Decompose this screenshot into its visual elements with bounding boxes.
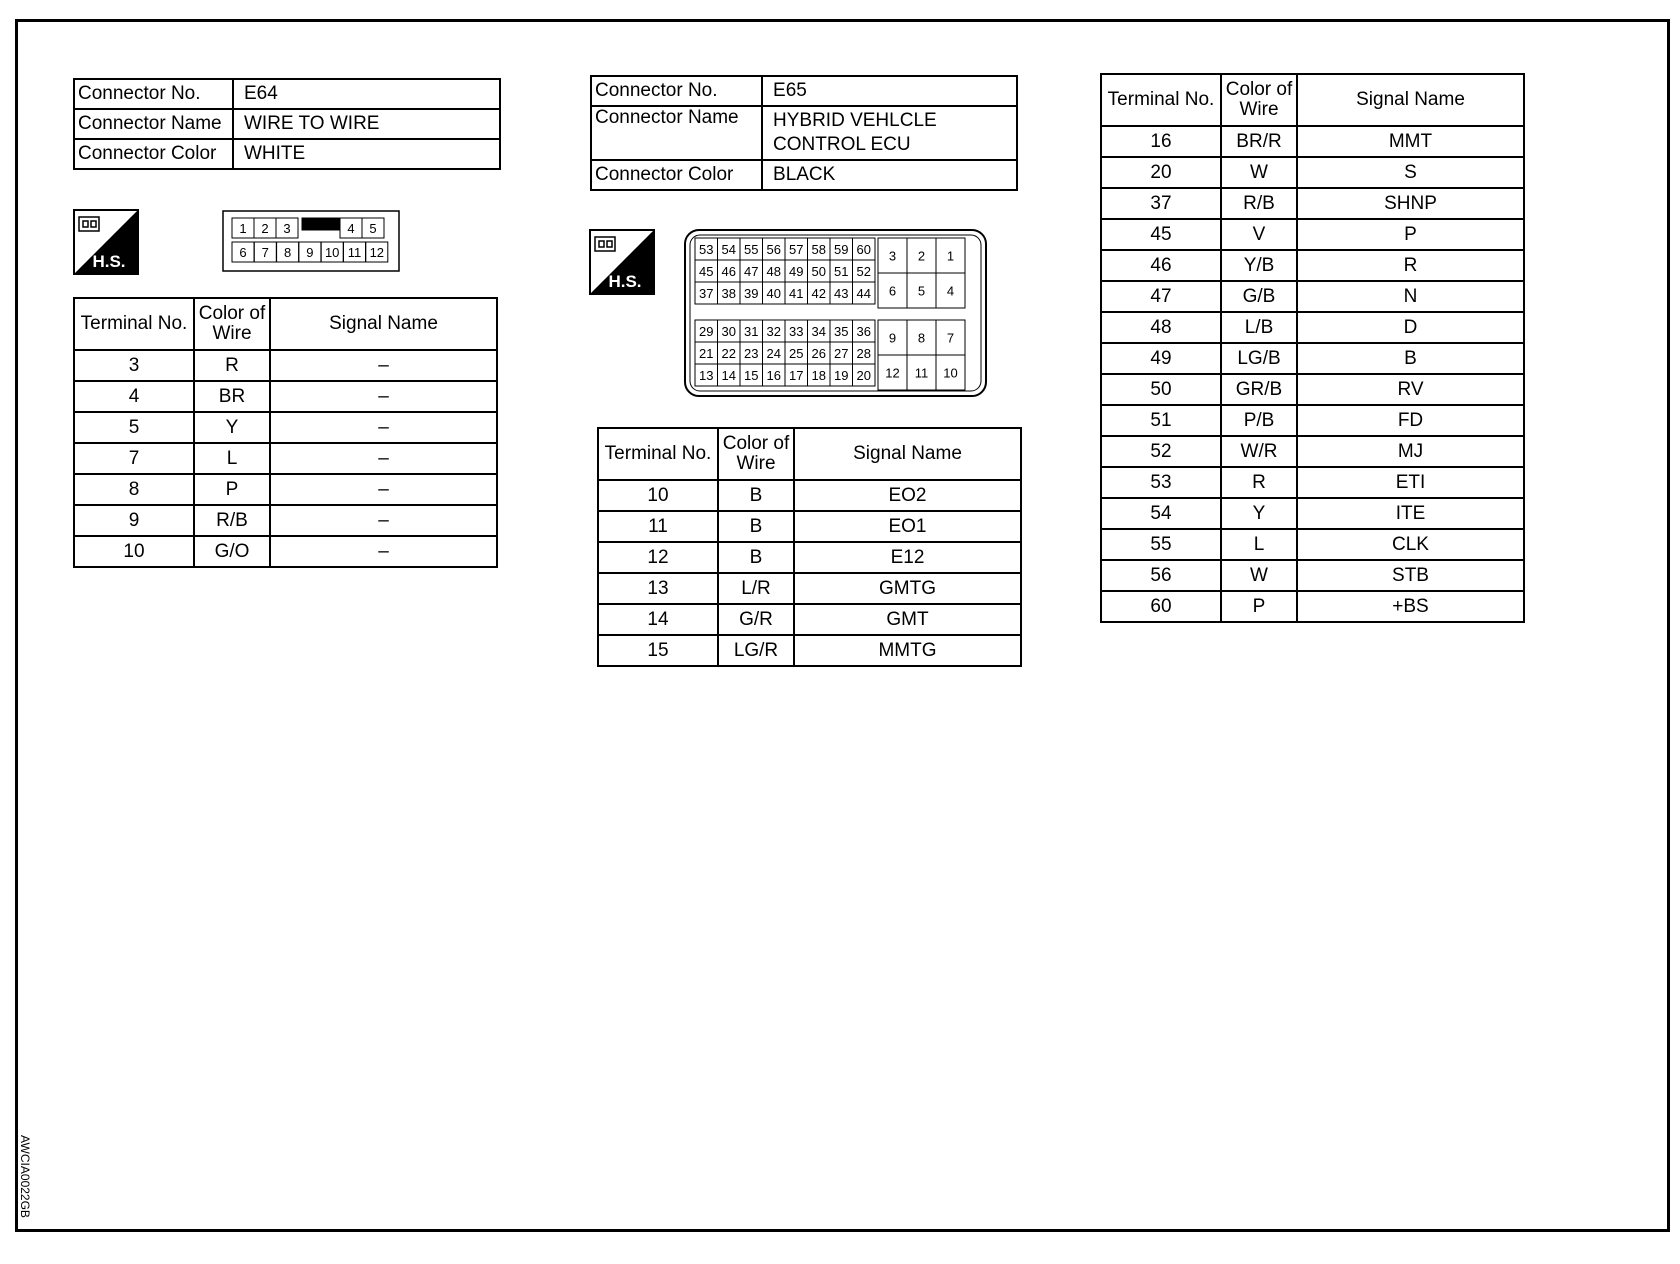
pin-number: 43	[834, 286, 849, 301]
info-label: Connector Color	[591, 160, 762, 190]
table-row	[1101, 219, 1524, 250]
signal-name-cell: MMTG	[794, 635, 1021, 666]
signal-name-cell: SHNP	[1297, 188, 1524, 219]
info-label: Connector No.	[74, 79, 233, 109]
pin-number: 24	[766, 346, 781, 361]
terminal-table-e65-continued	[1100, 73, 1525, 623]
signal-name-cell: –	[270, 350, 497, 381]
wire-color-cell: LG/B	[1221, 343, 1297, 374]
terminal-no-cell: 45	[1101, 219, 1221, 250]
signal-name-cell: –	[270, 381, 497, 412]
terminal-no-cell: 15	[598, 635, 718, 666]
pin-number: 7	[261, 245, 269, 260]
terminal-no-cell: 11	[598, 511, 718, 542]
connector-info-e65	[590, 75, 1018, 191]
pin-number: 54	[721, 242, 736, 257]
pin-number: 32	[766, 324, 781, 339]
pin-number: 33	[789, 324, 804, 339]
signal-name-cell: N	[1297, 281, 1524, 312]
wire-color-cell: GR/B	[1221, 374, 1297, 405]
table-row	[74, 536, 497, 567]
signal-name-cell: GMTG	[794, 573, 1021, 604]
wire-color-cell: R	[1221, 467, 1297, 498]
signal-name-cell: –	[270, 443, 497, 474]
pin-number: 14	[721, 368, 736, 383]
pin-number: 36	[856, 324, 871, 339]
signal-name-cell: STB	[1297, 560, 1524, 591]
signal-name-cell: P	[1297, 219, 1524, 250]
pin-number: 18	[811, 368, 826, 383]
table-row	[74, 350, 497, 381]
info-value: E65	[762, 76, 1017, 106]
pin-number: 34	[811, 324, 826, 339]
pin-number: 3	[888, 248, 897, 264]
pin-number: 50	[811, 264, 826, 279]
terminal-no-cell: 54	[1101, 498, 1221, 529]
pin-number: 9	[888, 330, 897, 346]
table-row	[1101, 281, 1524, 312]
wire-color-cell: BR/R	[1221, 126, 1297, 157]
terminal-no-cell: 53	[1101, 467, 1221, 498]
figure-code: AWCIA0022GB	[18, 1135, 32, 1218]
pin-number: 40	[766, 286, 781, 301]
pin-number: 41	[789, 286, 804, 301]
pin-number: 2	[261, 221, 269, 236]
wire-color-cell: L/B	[1221, 312, 1297, 343]
pin-number: 47	[744, 264, 759, 279]
terminal-no-cell: 47	[1101, 281, 1221, 312]
pin-number: 29	[699, 324, 714, 339]
header-signal-name: Signal Name	[270, 298, 497, 350]
pin-number: 3	[283, 221, 291, 236]
terminal-no-cell: 4	[74, 381, 194, 412]
pin-number: 21	[699, 346, 714, 361]
blank-cavity	[302, 218, 340, 230]
terminal-no-cell: 37	[1101, 188, 1221, 219]
table-row	[1101, 467, 1524, 498]
signal-name-cell: –	[270, 536, 497, 567]
pin-number: 28	[856, 346, 871, 361]
wire-color-cell: V	[1221, 219, 1297, 250]
signal-name-cell: MJ	[1297, 436, 1524, 467]
table-row	[1101, 126, 1524, 157]
info-row	[591, 106, 1017, 160]
pin-number: 48	[766, 264, 781, 279]
pin-number: 55	[744, 242, 759, 257]
table-row	[1101, 250, 1524, 281]
pin-number: 25	[789, 346, 804, 361]
wire-color-cell: G/O	[194, 536, 270, 567]
pin-number: 44	[856, 286, 871, 301]
signal-name-cell: EO1	[794, 511, 1021, 542]
table-row	[1101, 312, 1524, 343]
info-label: Connector Name	[74, 109, 233, 139]
pin-number: 26	[811, 346, 826, 361]
table-row	[1101, 157, 1524, 188]
wire-color-cell: P	[1221, 591, 1297, 622]
pin-number: 4	[946, 283, 955, 299]
table-row	[1101, 591, 1524, 622]
connector-face-e65	[683, 228, 988, 398]
wire-color-cell: R/B	[194, 505, 270, 536]
wire-color-cell: Y	[194, 412, 270, 443]
header-terminal-no: Terminal No.	[74, 298, 194, 350]
pin-number: 57	[789, 242, 804, 257]
terminal-no-cell: 10	[598, 480, 718, 511]
signal-name-cell: ITE	[1297, 498, 1524, 529]
pin-number: 6	[888, 283, 897, 299]
pin-number: 59	[834, 242, 849, 257]
terminal-no-cell: 48	[1101, 312, 1221, 343]
terminal-no-cell: 12	[598, 542, 718, 573]
wire-color-cell: L	[194, 443, 270, 474]
table-row	[1101, 188, 1524, 219]
pin-number: 22	[721, 346, 736, 361]
table-row	[1101, 405, 1524, 436]
signal-name-cell: EO2	[794, 480, 1021, 511]
signal-name-cell: R	[1297, 250, 1524, 281]
pin-number: 8	[917, 330, 926, 346]
pin-number: 9	[306, 245, 314, 260]
signal-name-cell: E12	[794, 542, 1021, 573]
table-row	[74, 412, 497, 443]
terminal-header-row	[74, 298, 497, 350]
table-row	[1101, 498, 1524, 529]
header-color-of-wire: Color of Wire	[718, 428, 794, 480]
header-signal-name: Signal Name	[794, 428, 1021, 480]
table-row	[1101, 374, 1524, 405]
header-terminal-no: Terminal No.	[1101, 74, 1221, 126]
table-row	[1101, 560, 1524, 591]
info-row	[74, 79, 500, 109]
terminal-header-row	[598, 428, 1021, 480]
hs-label: H.S.	[608, 272, 642, 291]
pin-number: 10	[943, 365, 958, 381]
info-label: Connector Name	[591, 106, 762, 160]
terminal-no-cell: 10	[74, 536, 194, 567]
signal-name-cell: ETI	[1297, 467, 1524, 498]
table-row	[598, 542, 1021, 573]
terminal-no-cell: 3	[74, 350, 194, 381]
pin-number: 8	[283, 245, 292, 260]
table-row	[598, 511, 1021, 542]
signal-name-cell: MMT	[1297, 126, 1524, 157]
harness-side-icon	[589, 229, 655, 295]
terminal-table-e64	[73, 297, 498, 568]
wire-color-cell: W	[1221, 157, 1297, 188]
pin-number: 11	[914, 365, 929, 381]
info-row	[591, 160, 1017, 190]
terminal-no-cell: 51	[1101, 405, 1221, 436]
wire-color-cell: L/R	[718, 573, 794, 604]
table-row	[74, 443, 497, 474]
terminal-no-cell: 55	[1101, 529, 1221, 560]
table-row	[1101, 529, 1524, 560]
wire-color-cell: Y/B	[1221, 250, 1297, 281]
wire-color-cell: P	[194, 474, 270, 505]
hs-label: H.S.	[92, 252, 126, 271]
wire-color-cell: R/B	[1221, 188, 1297, 219]
wire-color-cell: R	[194, 350, 270, 381]
pin-number: 56	[766, 242, 781, 257]
pin-number: 17	[789, 368, 804, 383]
pin-number: 1	[946, 248, 955, 264]
signal-name-cell: GMT	[794, 604, 1021, 635]
terminal-table-e65	[597, 427, 1022, 667]
table-row	[598, 635, 1021, 666]
signal-name-cell: D	[1297, 312, 1524, 343]
table-row	[1101, 436, 1524, 467]
pin-number: 46	[721, 264, 736, 279]
connector-face-e64	[222, 210, 400, 272]
pin-number: 23	[744, 346, 759, 361]
terminal-no-cell: 60	[1101, 591, 1221, 622]
terminal-no-cell: 8	[74, 474, 194, 505]
wire-color-cell: G/R	[718, 604, 794, 635]
pin-number: 7	[946, 330, 955, 346]
signal-name-cell: +BS	[1297, 591, 1524, 622]
pin-number: 6	[239, 245, 247, 260]
info-row	[591, 76, 1017, 106]
header-color-of-wire: Color of Wire	[1221, 74, 1297, 126]
wire-color-cell: B	[718, 511, 794, 542]
pin-number: 13	[699, 368, 714, 383]
terminal-no-cell: 14	[598, 604, 718, 635]
info-row	[74, 139, 500, 169]
info-value: HYBRID VEHLCLE CONTROL ECU	[762, 106, 1017, 160]
terminal-no-cell: 9	[74, 505, 194, 536]
signal-name-cell: –	[270, 505, 497, 536]
signal-name-cell: B	[1297, 343, 1524, 374]
pin-number: 39	[744, 286, 759, 301]
pin-number: 53	[699, 242, 714, 257]
pin-number: 31	[744, 324, 759, 339]
terminal-header-row	[1101, 74, 1524, 126]
terminal-no-cell: 16	[1101, 126, 1221, 157]
pin-number: 2	[917, 248, 926, 264]
info-value: WIRE TO WIRE	[233, 109, 500, 139]
signal-name-cell: –	[270, 474, 497, 505]
table-row	[1101, 343, 1524, 374]
table-row	[598, 604, 1021, 635]
wire-color-cell: P/B	[1221, 405, 1297, 436]
pin-number: 12	[369, 245, 385, 260]
pin-number: 27	[834, 346, 849, 361]
terminal-no-cell: 52	[1101, 436, 1221, 467]
wire-color-cell: W	[1221, 560, 1297, 591]
terminal-no-cell: 56	[1101, 560, 1221, 591]
terminal-no-cell: 5	[74, 412, 194, 443]
table-row	[74, 381, 497, 412]
terminal-no-cell: 7	[74, 443, 194, 474]
table-row	[74, 474, 497, 505]
terminal-no-cell: 46	[1101, 250, 1221, 281]
info-value: E64	[233, 79, 500, 109]
pin-number: 10	[324, 245, 340, 260]
terminal-no-cell: 13	[598, 573, 718, 604]
header-signal-name: Signal Name	[1297, 74, 1524, 126]
info-label: Connector No.	[591, 76, 762, 106]
pin-number: 49	[789, 264, 804, 279]
pin-number: 15	[744, 368, 759, 383]
connector-info-e64	[73, 78, 501, 170]
pin-number: 51	[834, 264, 849, 279]
info-value: WHITE	[233, 139, 500, 169]
header-color-of-wire: Color of Wire	[194, 298, 270, 350]
terminal-no-cell: 49	[1101, 343, 1221, 374]
wire-color-cell: LG/R	[718, 635, 794, 666]
pin-number: 35	[834, 324, 849, 339]
wire-color-cell: W/R	[1221, 436, 1297, 467]
terminal-no-cell: 50	[1101, 374, 1221, 405]
wire-color-cell: Y	[1221, 498, 1297, 529]
table-row	[598, 480, 1021, 511]
table-row	[74, 505, 497, 536]
info-label: Connector Color	[74, 139, 233, 169]
pin-number: 19	[834, 368, 849, 383]
terminal-no-cell: 20	[1101, 157, 1221, 188]
pin-number: 42	[811, 286, 826, 301]
pin-number: 5	[917, 283, 926, 299]
signal-name-cell: RV	[1297, 374, 1524, 405]
signal-name-cell: –	[270, 412, 497, 443]
pin-number: 58	[811, 242, 826, 257]
header-terminal-no: Terminal No.	[598, 428, 718, 480]
pin-number: 1	[239, 221, 247, 236]
harness-side-icon	[73, 209, 139, 275]
pin-number: 20	[856, 368, 871, 383]
pin-number: 11	[347, 245, 362, 260]
wire-color-cell: BR	[194, 381, 270, 412]
pin-number: 12	[885, 365, 900, 381]
wire-color-cell: B	[718, 480, 794, 511]
pin-number: 30	[721, 324, 736, 339]
signal-name-cell: CLK	[1297, 529, 1524, 560]
pin-number: 4	[347, 221, 355, 236]
wire-color-cell: B	[718, 542, 794, 573]
table-row	[598, 573, 1021, 604]
pin-number: 52	[856, 264, 871, 279]
pin-number: 60	[856, 242, 871, 257]
pin-number: 37	[699, 286, 714, 301]
wire-color-cell: L	[1221, 529, 1297, 560]
info-row	[74, 109, 500, 139]
wire-color-cell: G/B	[1221, 281, 1297, 312]
pin-number: 45	[699, 264, 714, 279]
pin-number: 16	[766, 368, 781, 383]
info-value: BLACK	[762, 160, 1017, 190]
pin-number: 38	[721, 286, 736, 301]
signal-name-cell: S	[1297, 157, 1524, 188]
signal-name-cell: FD	[1297, 405, 1524, 436]
pin-number: 5	[369, 221, 377, 236]
